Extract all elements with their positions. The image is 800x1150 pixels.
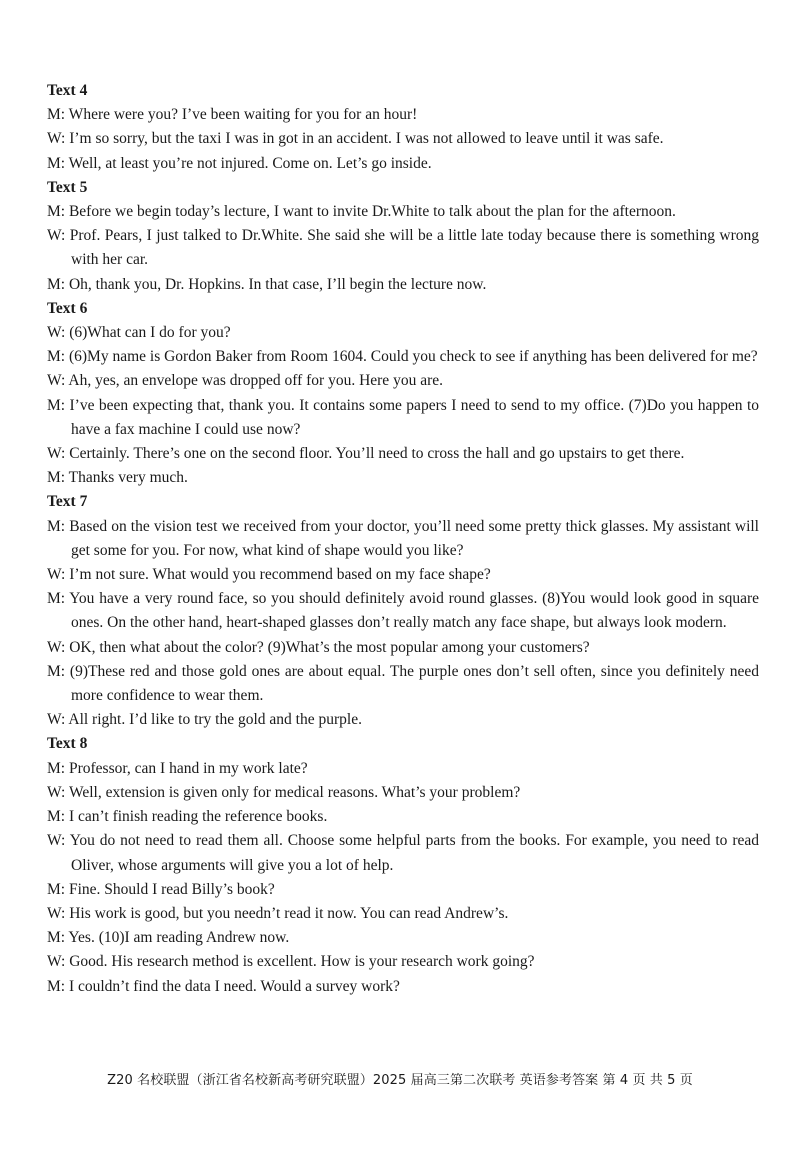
- dialogue-line: W: I’m so sorry, but the taxi I was in got in an accident. I was not allowed to leave until it was safe.: [47, 130, 664, 148]
- dialogue-line: M: I’ve been expecting that, thank you. It contains some papers I need to send to my office. (7)Do you happen to have a fax machine I could use now?: [47, 396, 759, 438]
- dialogue-line: M: (9)These red and those gold ones are about equal. The purple ones don’t sell often, since you definitely need more confidence to wear them.: [47, 662, 759, 705]
- dialogue-line: M: (6)My name is Gordon Baker from Room 1604. Could you check to see if anything has been delivered for me?: [47, 348, 758, 366]
- section-title: Text 4: [47, 82, 88, 99]
- dialogue-line: M: Where were you? I’ve been waiting for you for an hour!: [47, 106, 418, 124]
- text-5-section: [47, 176, 759, 297]
- dialogue-line: W: Certainly. There’s one on the second floor. You’ll need to cross the hall and go upstairs to get there.: [47, 445, 685, 463]
- dialogue-line: M: Based on the vision test we received from your doctor, you’ll need some pretty thick glasses. My assistant will get some for you. For now, what kind of shape would you like?: [47, 517, 759, 559]
- dialogue-line: M: Professor, can I hand in my work late?: [47, 759, 308, 777]
- dialogue-line: M: Yes. (10)I am reading Andrew now.: [47, 929, 290, 947]
- dialogue-line: M: I can’t finish reading the reference books.: [47, 808, 328, 826]
- dialogue-line: W: OK, then what about the color? (9)What’s the most popular among your customers?: [47, 638, 590, 656]
- dialogue-line: W: Good. His research method is excellent. How is your research work going?: [47, 953, 535, 971]
- dialogue-line: M: You have a very round face, so you should definitely avoid round glasses. (8)You would look good in square ones. On the other hand, heart-shaped glasses don’t really match any face shape, but always look modern.: [47, 590, 759, 632]
- text-7-section: [47, 490, 759, 732]
- section-title: Text 6: [47, 299, 88, 317]
- section-title: Text 8: [47, 735, 88, 753]
- text-4-section: [47, 79, 759, 176]
- text-8-section: [47, 732, 759, 998]
- dialogue-line: M: Thanks very much.: [47, 469, 188, 487]
- dialogue-line: W: Well, extension is given only for medical reasons. What’s your problem?: [47, 783, 521, 801]
- section-title: Text 5: [47, 178, 88, 196]
- dialogue-line: M: Well, at least you’re not injured. Come on. Let’s go inside.: [47, 154, 432, 172]
- page-footer: Z20 名校联盟（浙江省名校新高考研究联盟）2025 届高三第二次联考 英语参考答案 第 4 页 共 5 页: [107, 1073, 693, 1088]
- text-6-section: [47, 297, 759, 491]
- dialogue-line: M: Oh, thank you, Dr. Hopkins. In that case, I’ll begin the lecture now.: [47, 275, 487, 293]
- dialogue-line: W: Prof. Pears, I just talked to Dr.White. She said she will be a little late today because there is something wrong with her car.: [47, 227, 759, 269]
- document-body: [47, 79, 759, 999]
- dialogue-line: W: All right. I’d like to try the gold and the purple.: [47, 711, 362, 729]
- dialogue-line: W: Ah, yes, an envelope was dropped off for you. Here you are.: [47, 372, 443, 390]
- dialogue-line: W: I’m not sure. What would you recommend based on my face shape?: [47, 566, 491, 584]
- section-title: Text 7: [47, 493, 88, 511]
- dialogue-line: M: I couldn’t find the data I need. Would a survey work?: [47, 977, 400, 995]
- dialogue-line: M: Before we begin today’s lecture, I want to invite Dr.White to talk about the plan for the afternoon.: [47, 203, 676, 221]
- dialogue-line: W: (6)What can I do for you?: [47, 324, 231, 342]
- dialogue-line: W: You do not need to read them all. Choose some helpful parts from the books. For example, you need to read Oliver, whose arguments will give you a lot of help.: [47, 832, 759, 874]
- dialogue-line: M: Fine. Should I read Billy’s book?: [47, 880, 275, 898]
- dialogue-line: W: His work is good, but you needn’t read it now. You can read Andrew’s.: [47, 904, 509, 922]
